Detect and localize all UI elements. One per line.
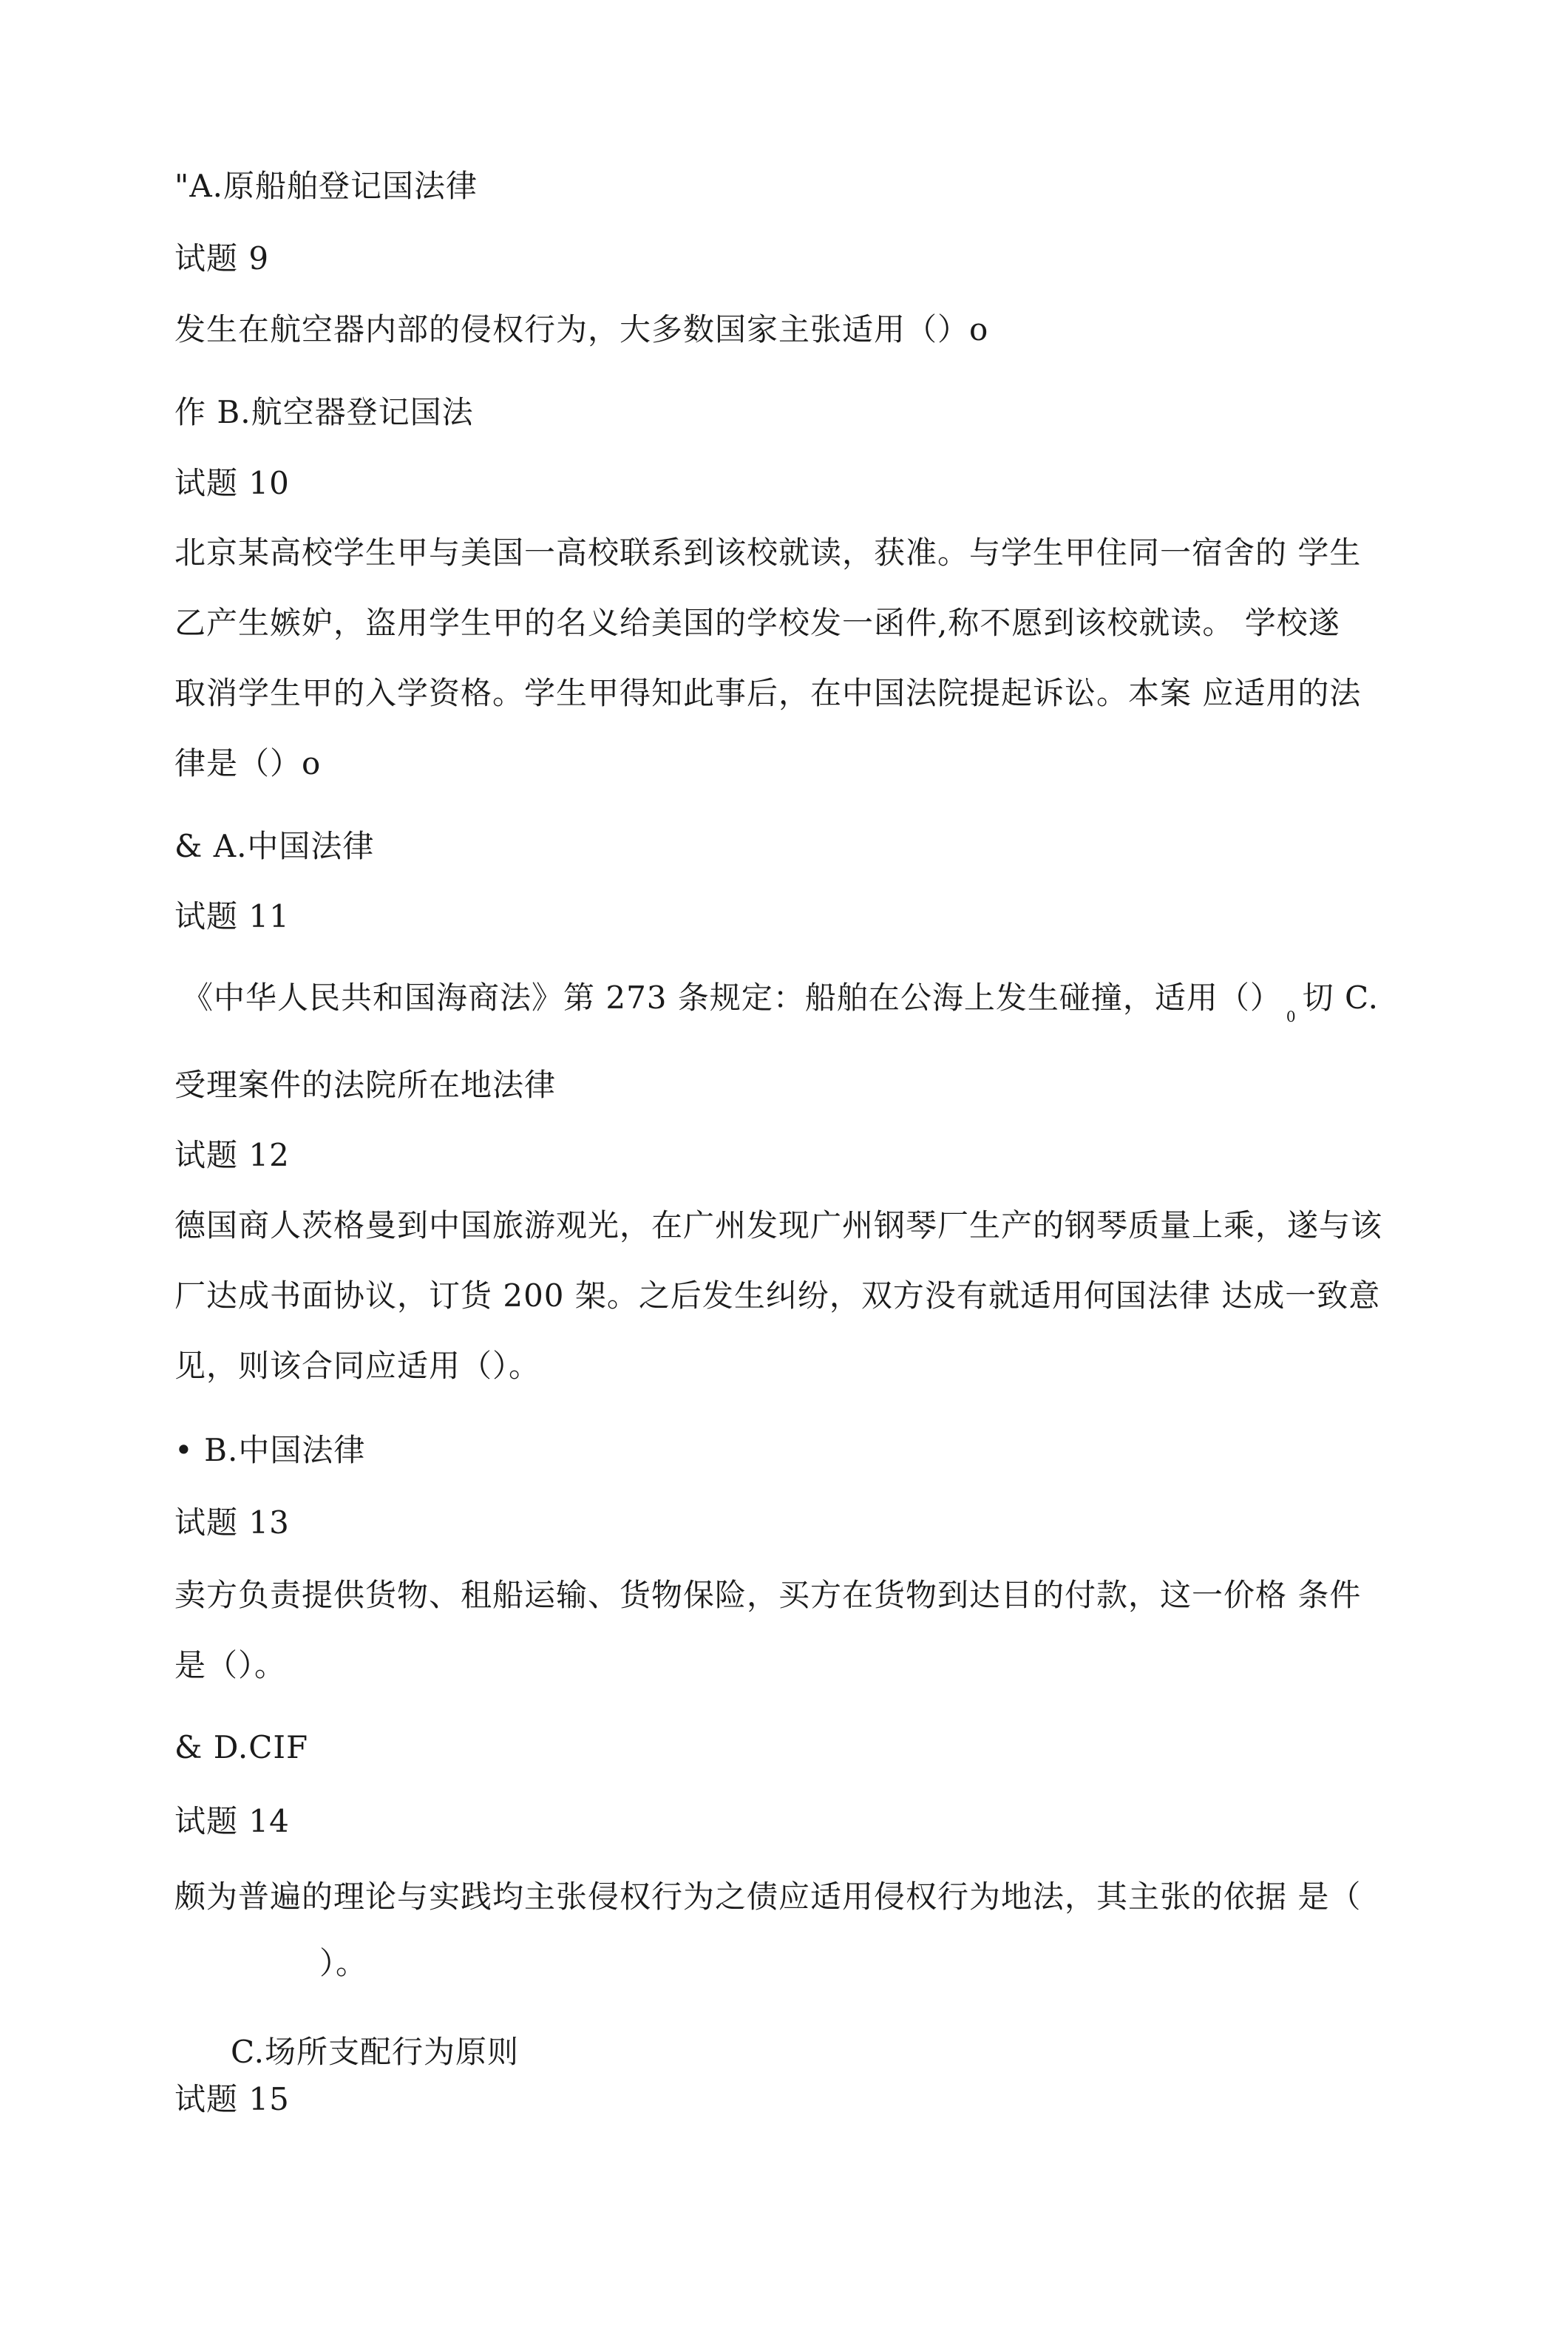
answer-line-q13: & D.CIF <box>174 1729 309 1765</box>
answer-line-q8: "A.原船舶登记国法律 <box>174 168 478 204</box>
answer-line-q10: & A.中国法律 <box>174 828 375 864</box>
question-text-13-line-2: 是（）。 <box>174 1647 287 1683</box>
question-heading-9: 试题 9 <box>174 240 270 276</box>
question-text-11-main: 《中华人民共和国海商法》第 273 条规定：船舶在公海上发生碰撞，适用（） <box>182 980 1282 1016</box>
answer-line-q9: 作 B.航空器登记国法 <box>174 394 474 430</box>
question-text-11 <box>182 977 1379 1037</box>
question-text-10-line-4: 律是（）o <box>174 745 322 781</box>
answer-line-q12: • B.中国法律 <box>174 1432 366 1468</box>
question-heading-12: 试题 12 <box>174 1137 290 1173</box>
answer-inline-q11: 切 C. <box>1302 980 1379 1016</box>
question-heading-14: 试题 14 <box>174 1803 290 1839</box>
question-text-10-line-2: 乙产生嫉妒，盗用学生甲的名义给美国的学校发一函件,称不愿到该校就读。 学校遂 <box>174 605 1340 641</box>
question-text-10-line-3: 取消学生甲的入学资格。学生甲得知此事后，在中国法院提起诉讼。本案 应适用的法 <box>174 675 1362 711</box>
question-text-13-line-1: 卖方负责提供货物、租船运输、货物保险，买方在货物到达目的付款，这一价格 条件 <box>174 1577 1362 1613</box>
question-text-12-line-1: 德国商人茨格曼到中国旅游观光，在广州发现广州钢琴厂生产的钢琴质量上乘，遂与该 <box>174 1207 1383 1243</box>
question-text-11-subscript: 0 <box>1286 1008 1297 1025</box>
question-text-10-line-1: 北京某高校学生甲与美国一高校联系到该校就读，获准。与学生甲住同一宿舍的 学生 <box>174 534 1362 571</box>
question-text-12-line-2: 厂达成书面协议，订货 200 架。之后发生纠纷，双方没有就适用何国法律 达成一致意 <box>174 1277 1381 1314</box>
answer-line-q14: C.场所支配行为原则 <box>231 2034 519 2070</box>
question-heading-11: 试题 11 <box>174 898 290 934</box>
question-text-14-line-2: ）。 <box>319 1945 368 1981</box>
question-heading-13: 试题 13 <box>174 1504 290 1541</box>
question-heading-10: 试题 10 <box>174 465 290 501</box>
question-text-9: 发生在航空器内部的侵权行为，大多数国家主张适用（）o <box>174 311 989 347</box>
question-heading-15: 试题 15 <box>174 2081 290 2117</box>
question-text-14-line-1: 颇为普遍的理论与实践均主张侵权行为之债应适用侵权行为地法，其主张的依据 是（ <box>174 1878 1362 1915</box>
question-text-12-line-3: 见，则该合同应适用（）。 <box>174 1348 541 1384</box>
answer-line-q11: 受理案件的法院所在地法律 <box>174 1067 557 1103</box>
